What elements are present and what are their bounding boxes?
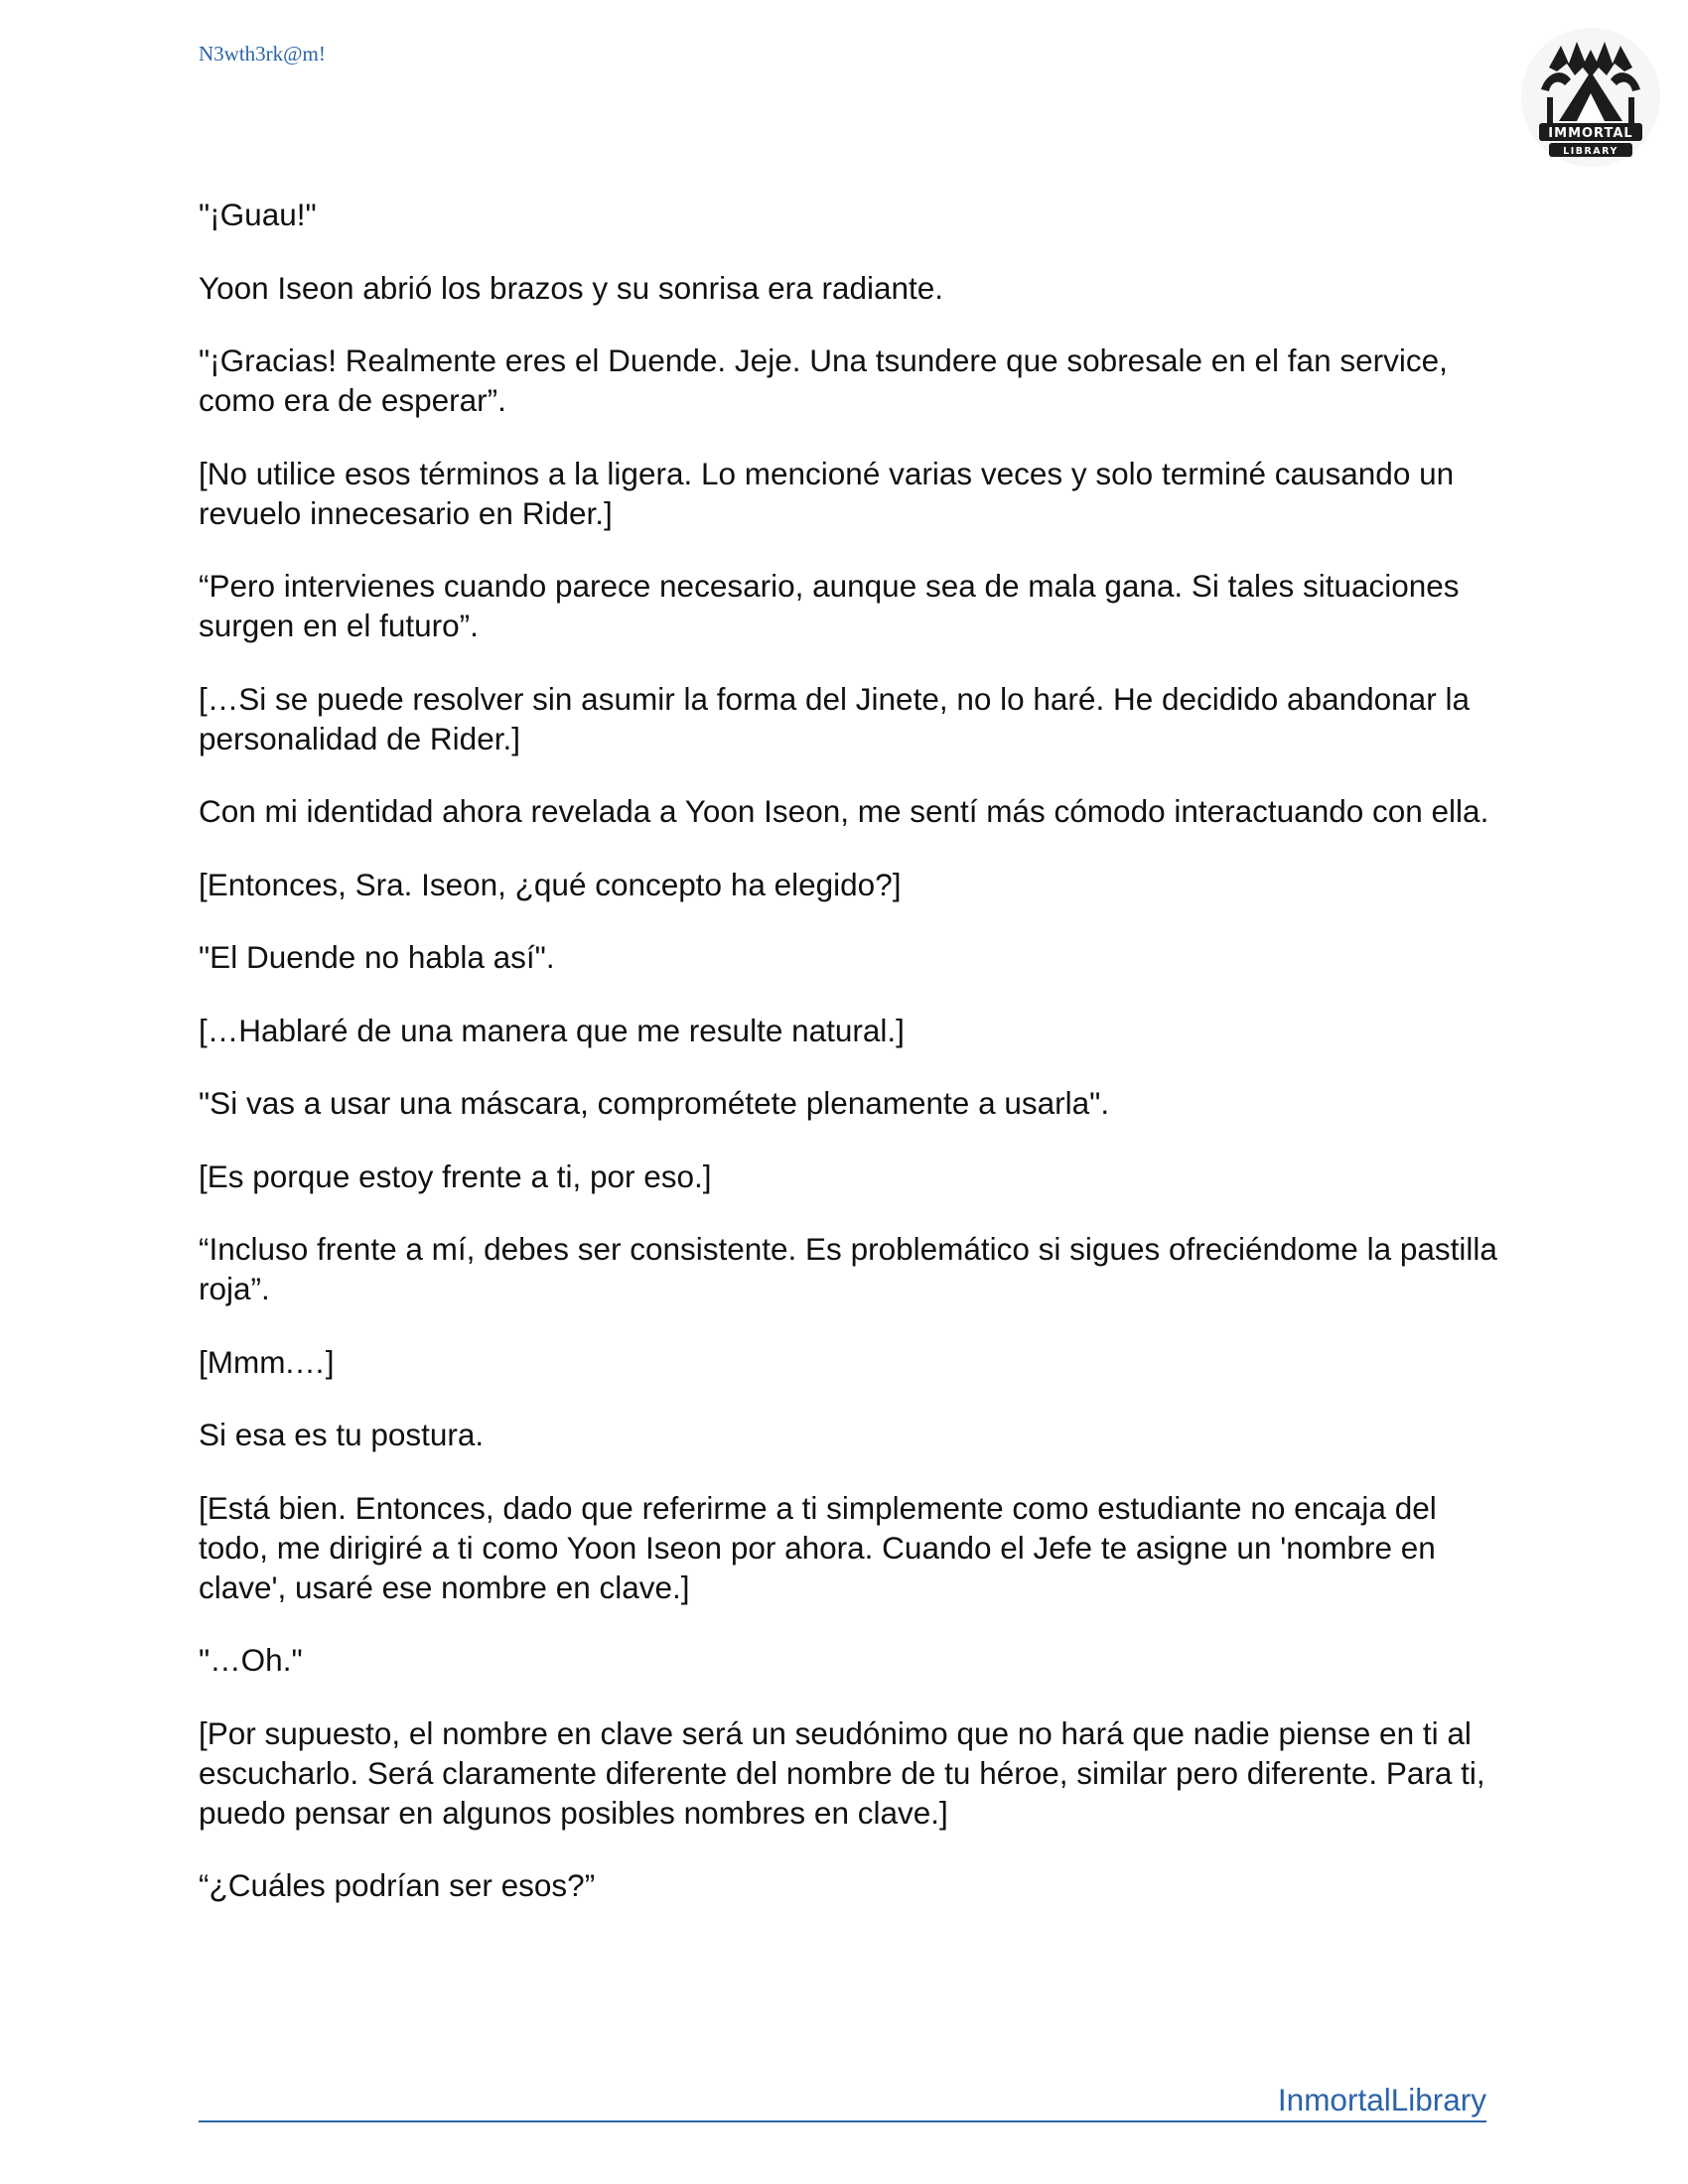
immortal-library-logo [1519, 28, 1663, 172]
paragraph: [Por supuesto, el nombre en clave será un seudónimo que no hará que nadie piense en ti al escucharlo. Será claramente diferente del nombre de tu héroe, similar pero diferente. Para ti, puedo pensar en algunos posibles nombres en clave.] [199, 1714, 1485, 1831]
logo-text-line1: IMMORTAL [1548, 126, 1633, 141]
paragraph: "¡Gracias! Realmente eres el Duende. Jeje. Una tsundere que sobresale en el fan service, como era de esperar”. [199, 342, 1448, 418]
paragraph: "El Duende no habla así". [199, 939, 555, 975]
paragraph: [No utilice esos términos a la ligera. Lo mencioné varias veces y solo terminé causando un revuelo innecesario en Rider.] [199, 455, 1455, 531]
paragraph: […Hablaré de una manera que me resulte natural.] [199, 1012, 905, 1048]
footer-link[interactable]: InmortalLibrary [1277, 2082, 1486, 2117]
paragraph: [Mmm.…] [199, 1343, 335, 1380]
header-tag: N3wth3rk@m! [199, 42, 326, 66]
paragraph: [Entonces, Sra. Iseon, ¿qué concepto ha elegido?] [199, 866, 902, 902]
paragraph: “¿Cuáles podrían ser esos?” [199, 1867, 596, 1903]
paragraph: "…Oh." [199, 1642, 303, 1678]
paragraph: Yoon Iseon abrió los brazos y su sonrisa era radiante. [199, 269, 944, 306]
paragraph: Con mi identidad ahora revelada a Yoon Iseon, me sentí más cómodo interactuando con ella. [199, 793, 1489, 829]
paragraph: [Es porque estoy frente a ti, por eso.] [199, 1158, 712, 1194]
page-body [199, 195, 1499, 1939]
paragraph: […Si se puede resolver sin asumir la forma del Jinete, no lo haré. He decidido abandonar la personalidad de Rider.] [199, 680, 1470, 756]
paragraph: Si esa es tu postura. [199, 1417, 485, 1452]
logo-text-line2: LIBRARY [1563, 146, 1618, 157]
paragraph: "¡Guau!" [199, 197, 317, 232]
paragraph: "Si vas a usar una máscara, comprométete plenamente a usarla". [199, 1085, 1110, 1121]
paragraph: [Está bien. Entonces, dado que referirme a ti simplemente como estudiante no encaja del todo, me dirigiré a ti como Yoon Iseon por ahora. Cuando el Jefe te asigne un 'nombre en clave', usaré ese nombre en clave.] [199, 1489, 1437, 1605]
paragraph: “Pero intervienes cuando parece necesario, aunque sea de mala gana. Si tales situaciones surgen en el futuro”. [199, 568, 1460, 643]
footer-divider [199, 2120, 1486, 2122]
paragraph: “Incluso frente a mí, debes ser consistente. Es problemático si sigues ofreciéndome la pastilla roja”. [199, 1231, 1497, 1306]
